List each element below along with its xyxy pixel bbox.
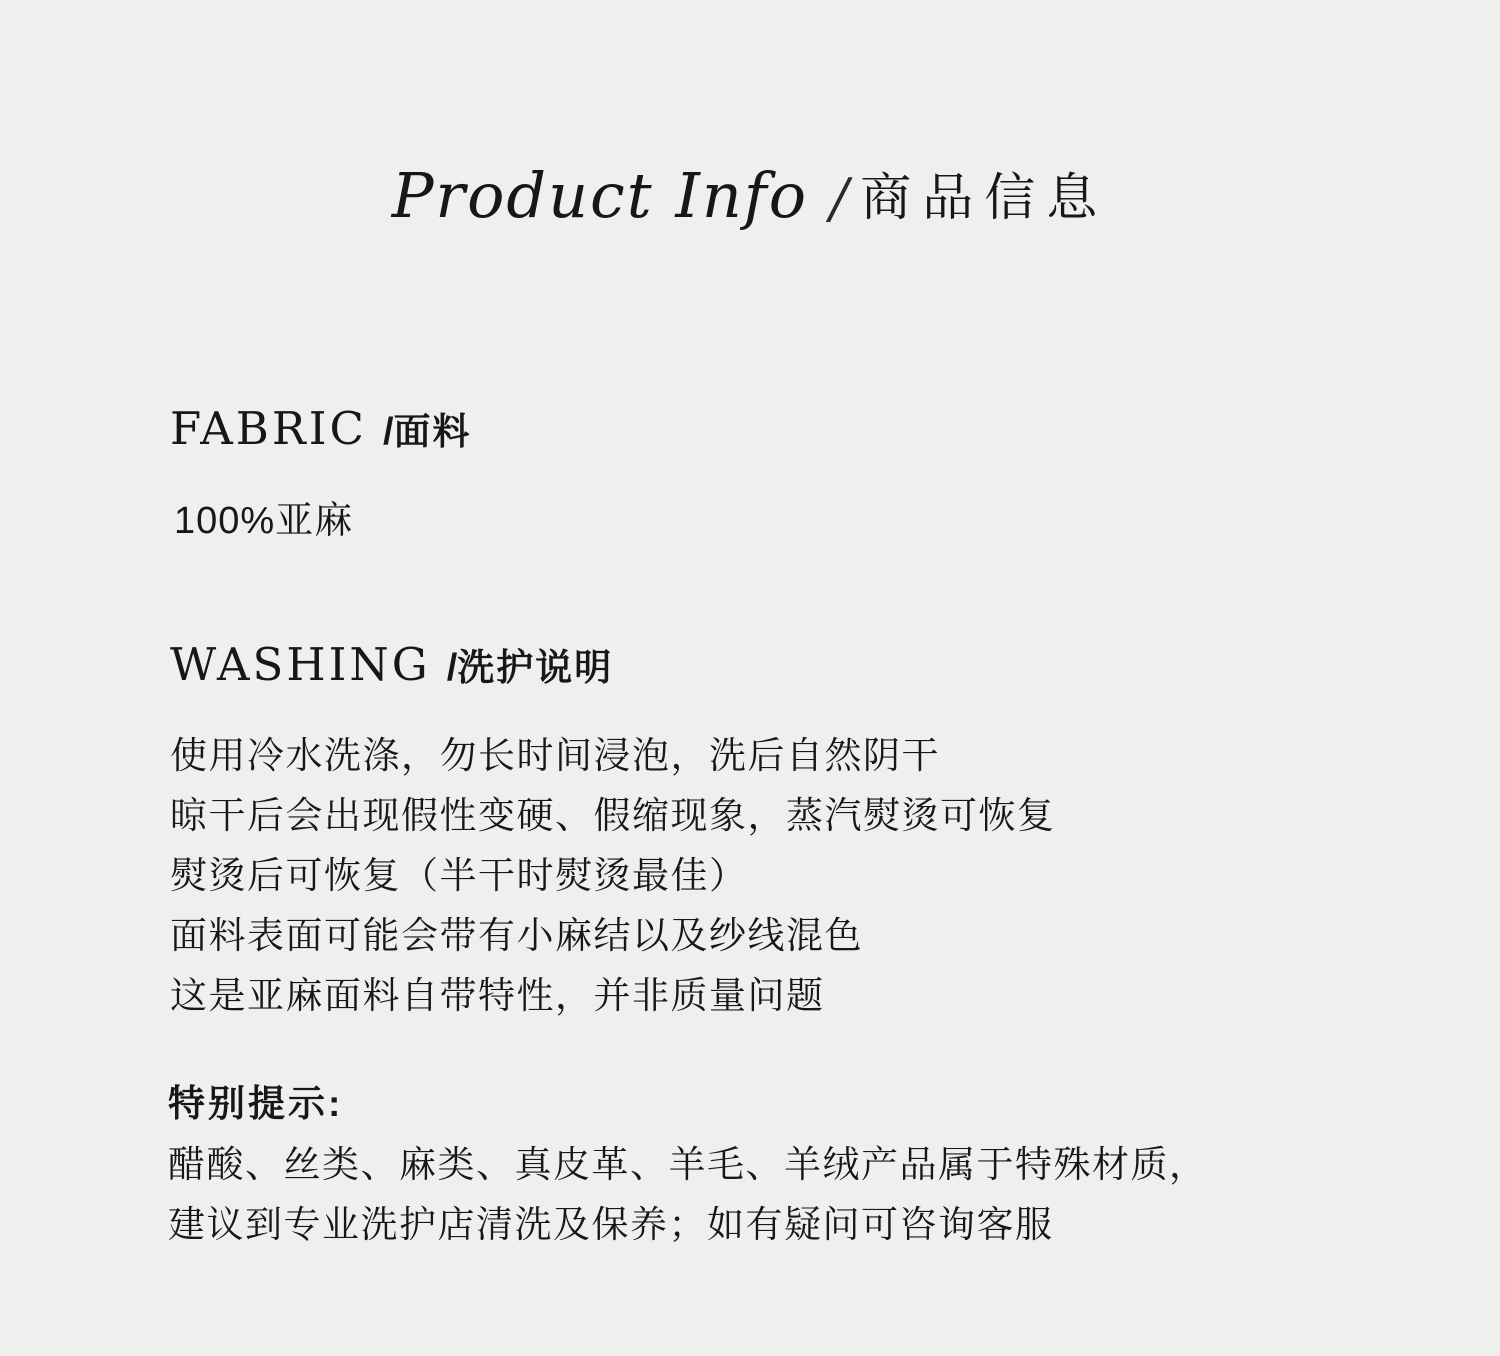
washing-instruction-line: 面料表面可能会带有小麻结以及纱线混色 [170,915,863,956]
special-notice-heading: 特别提示: [168,1083,344,1124]
washing-instruction-line: 使用冷水洗涤，勿长时间浸泡，洗后自然阴干 [170,735,940,776]
fabric-content [174,491,353,551]
washing-instructions [170,726,1056,1026]
title-separator-slash: / [830,167,849,230]
page-title-english: Product Info [391,159,809,232]
fabric-heading-slash: / [382,411,394,453]
special-notice [168,1074,1208,1256]
washing-instruction-line: 晾干后会出现假性变硬、假缩现象，蒸汽熨烫可恢复 [170,795,1056,836]
washing-heading-slash: / [446,647,458,689]
page-title [0,156,1500,232]
washing-section-heading [170,637,613,691]
fabric-heading-chinese: 面料 [393,411,472,452]
fabric-heading-english: FABRIC [170,402,367,455]
washing-heading-english: WASHING [170,638,431,691]
fabric-section-heading [170,401,472,455]
special-notice-line: 建议到专业洗护店清洗及保养；如有疑问可咨询客服 [168,1204,1054,1245]
washing-heading-chinese: 洗护说明 [457,647,614,688]
page-title-chinese: 商品信息 [860,169,1109,226]
washing-instruction-line: 这是亚麻面料自带特性，并非质量问题 [170,975,825,1016]
washing-instruction-line: 熨烫后可恢复（半干时熨烫最佳） [170,855,748,896]
special-notice-line: 醋酸、丝类、麻类、真皮革、羊毛、羊绒产品属于特殊材质， [168,1143,1208,1185]
fabric-composition-text: 100%亚麻 [174,500,354,542]
